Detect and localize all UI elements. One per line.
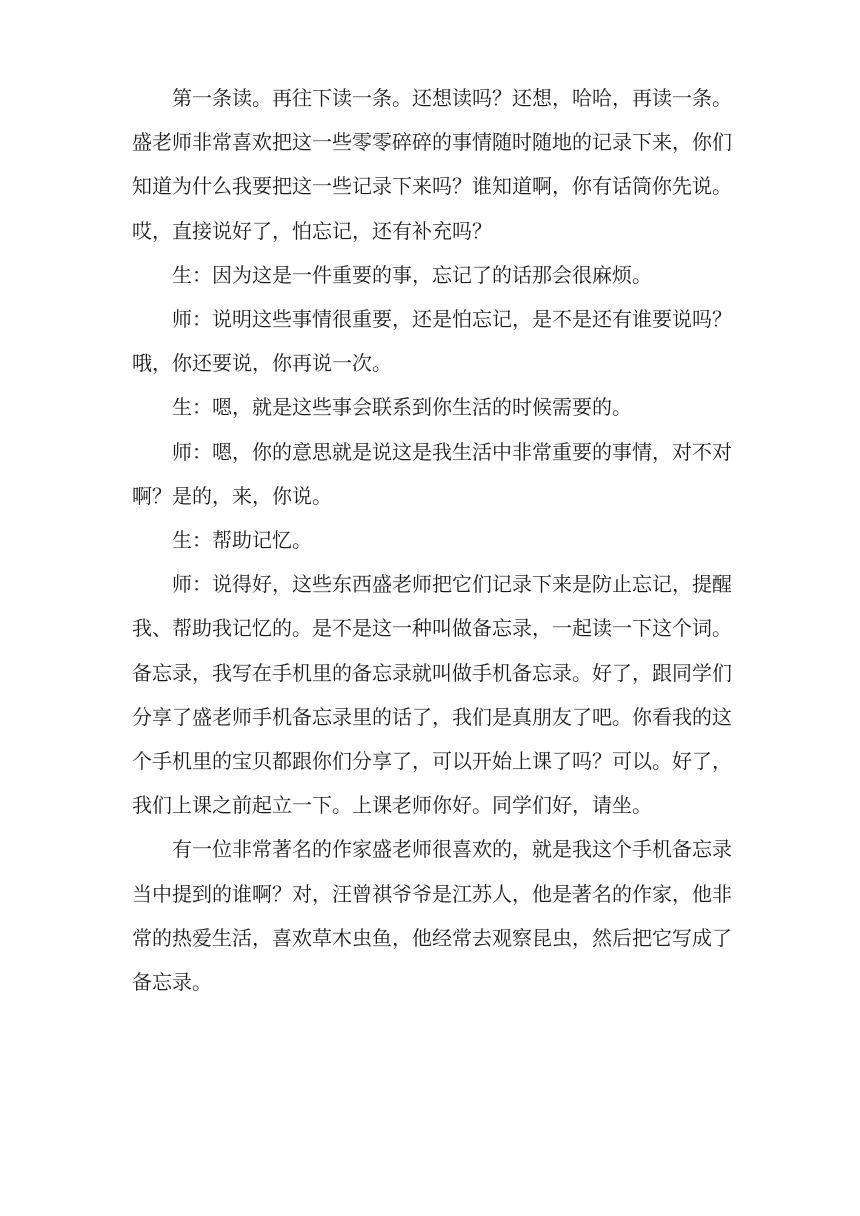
paragraph-6: 生：帮助记忆。 <box>172 528 312 553</box>
paragraph-1: 第一条读。再往下读一条。还想读吗？还想，哈哈，再读一条。盛老师非常喜欢把这一些零零碎碎的事情随时随地的记录下来，你们知道为什么我要把这一些记录下来吗？谁知道啊，你有话筒你先说。哎，直接说好了，怕忘记，还有补充吗？ <box>132 86 732 243</box>
paragraph-2: 生：因为这是一件重要的事，忘记了的话那会很麻烦。 <box>172 262 652 287</box>
paragraph-3: 师：说明这些事情很重要，还是怕忘记，是不是还有谁要说吗？哦，你还要说，你再说一次。 <box>132 307 732 376</box>
paragraph-5: 师：嗯，你的意思就是说这是我生活中非常重要的事情，对不对啊？是的，来，你说。 <box>132 439 732 508</box>
paragraph-7: 师：说得好，这些东西盛老师把它们记录下来是防止忘记，提醒我、帮助我记忆的。是不是这一种叫做备忘录，一起读一下这个词。备忘录，我写在手机里的备忘录就叫做手机备忘录。好了，跟同学们分享了盛老师手机备忘录里的话了，我们是真朋友了吧。你看我的这个手机里的宝贝都跟你们分享了，可以开始上课了吗？可以。好了，我们上课之前起立一下。上课老师你好。同学们好，请坐。 <box>132 572 732 818</box>
paragraph-4: 生：嗯，就是这些事会联系到你生活的时候需要的。 <box>172 395 632 420</box>
document-body <box>132 76 732 1004</box>
paragraph-8: 有一位非常著名的作家盛老师很喜欢的，就是我这个手机备忘录当中提到的谁啊？对，汪曾祺爷爷是江苏人，他是著名的作家，他非常的热爱生活，喜欢草木虫鱼，他经常去观察昆虫，然后把它写成了备忘录。 <box>132 837 732 995</box>
